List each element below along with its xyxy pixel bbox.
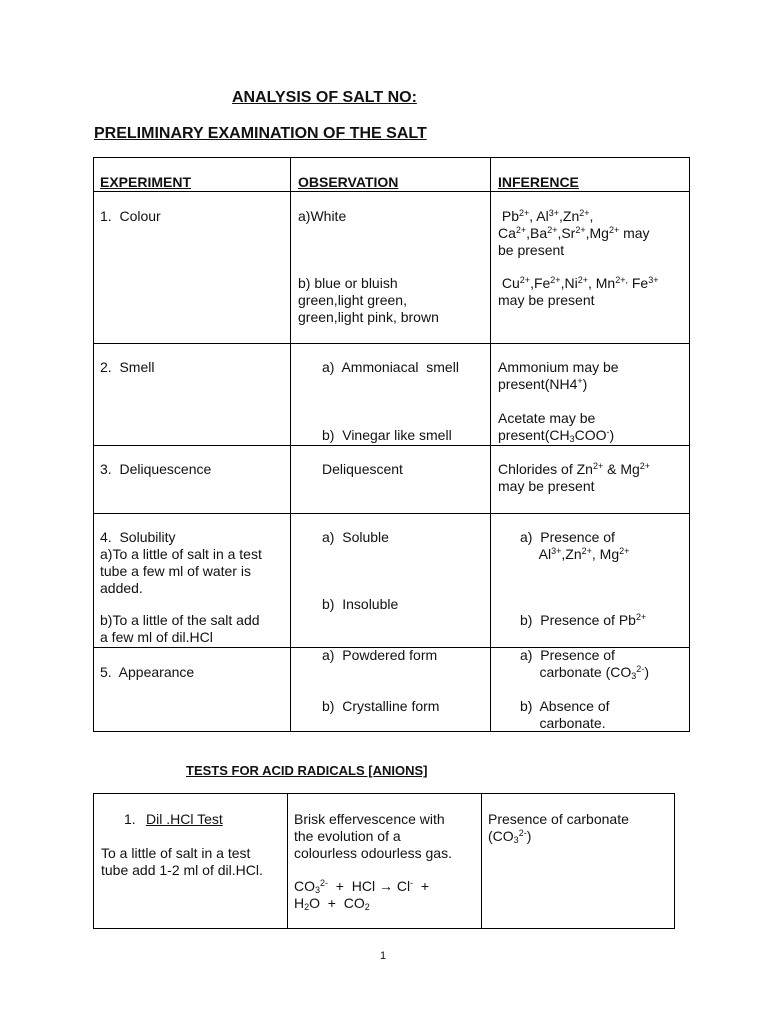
text-line: b) Vinegar like smell: [322, 427, 452, 443]
inference-cell: [498, 359, 619, 393]
text-line: present(NH4+): [498, 376, 588, 392]
text-line: green,light green,: [298, 292, 407, 308]
reaction-equation: [294, 878, 429, 912]
observation-cell: [298, 208, 346, 225]
inference-cell: [498, 275, 658, 309]
text-line: tube add 1-2 ml of dil.HCl.: [101, 862, 263, 878]
text-line: b) Absence of: [520, 698, 610, 714]
inference-cell: [520, 647, 649, 681]
test-title: Dil .HCl Test: [146, 811, 223, 827]
experiment-cell: [100, 359, 154, 376]
text-line: a) Presence of: [520, 647, 615, 663]
experiment-cell: [100, 529, 262, 597]
text-line: 2. Smell: [100, 359, 155, 375]
text-line: carbonate.: [520, 715, 606, 731]
text-line: a) Soluble: [322, 529, 389, 545]
procedure-cell: [101, 845, 263, 879]
page-number: 1: [380, 950, 387, 962]
inference-cell: [488, 811, 629, 845]
text-line: Acetate may be: [498, 410, 596, 426]
text-line: $(CO_3^{2-})$: [488, 828, 532, 845]
inference-cell: [498, 461, 650, 495]
experiment-cell: [100, 612, 260, 646]
text-line: 3. Deliquescence: [100, 461, 212, 477]
text-line: a) Presence of: [520, 529, 615, 545]
text-line: Chlorides of $Zn^{2+}$ & $Mg^{2+}$: [498, 461, 651, 477]
text-line: $Al^{3+},Zn^{2+}$, $Mg^{2+}$: [520, 546, 630, 562]
text-line: green,light pink, brown: [298, 309, 439, 325]
header-inference: INFERENCE: [498, 174, 579, 190]
text-line: Ammonium may be: [498, 359, 619, 375]
text-line: Presence of carbonate: [488, 811, 629, 827]
inference-cell: [520, 698, 610, 732]
text-line: carbonate $(CO_3^{2-})$: [520, 664, 649, 681]
inference-cell: [498, 410, 614, 444]
text-line: a)To a little of salt in a test: [100, 546, 262, 562]
page-title: ANALYSIS OF SALT NO:: [232, 89, 417, 106]
header-observation: OBSERVATION: [298, 174, 399, 190]
text-line: a) Powdered form: [322, 647, 438, 663]
observation-cell: [322, 359, 459, 376]
text-line: b) blue or bluish: [298, 275, 398, 291]
text-line: a) Ammoniacal smell: [322, 359, 459, 375]
text-line: $H_2O + CO_2$: [294, 895, 370, 912]
text-line: 4. Solubility: [100, 529, 176, 545]
text-line: colourless odourless gas.: [294, 845, 452, 861]
inference-cell: [498, 208, 650, 259]
text-line: b) Insoluble: [322, 596, 399, 612]
text-line: may be present: [498, 292, 595, 308]
experiment-cell: [100, 664, 194, 681]
text-line: b) Crystalline form: [322, 698, 440, 714]
text-line: a)White: [298, 208, 347, 224]
text-line: the evolution of a: [294, 828, 401, 844]
experiment-cell: [100, 461, 211, 478]
text-line: tube a few ml of water is: [100, 563, 251, 579]
text-line: To a little of salt in a test: [101, 845, 251, 861]
text-line: $Cu^{2+},Fe^{2+},Ni^{2+}$, $Mn^{2+,}$ $Fe^{3+}$: [498, 275, 659, 291]
text-line: b) Presence of $Pb^{2+}$: [520, 612, 647, 628]
observation-cell: [322, 427, 452, 444]
text-line: b)To a little of the salt add: [100, 612, 260, 628]
observation-cell: [322, 647, 437, 664]
row-divider: [93, 513, 690, 514]
row-divider: [93, 445, 690, 446]
row-divider: [93, 191, 690, 192]
column-divider: [481, 793, 482, 929]
observation-cell: [322, 698, 439, 715]
inference-cell: [520, 529, 629, 563]
inference-cell: [520, 612, 646, 629]
text-line: Deliquescent: [322, 461, 403, 477]
text-line: Brisk effervescence with: [294, 811, 445, 827]
text-line: may be present: [498, 478, 595, 494]
section-title-acid-radicals: TESTS FOR ACID RADICALS [ANIONS]: [186, 763, 428, 778]
test-number: 1.: [124, 811, 136, 827]
observation-cell: [322, 529, 389, 546]
text-line: added.: [100, 580, 143, 596]
text-line: $CO_3^{2-}$ + HCl → Cl- +: [294, 878, 430, 895]
text-line: $Pb^{2+}$, $Al^{3+},Zn^{2+}$,: [498, 208, 594, 224]
experiment-cell: [100, 208, 161, 225]
observation-cell: [322, 596, 398, 613]
section-title-preliminary: PRELIMINARY EXAMINATION OF THE SALT: [94, 125, 427, 142]
text-line: 1. Colour: [100, 208, 161, 224]
text-line: 5. Appearance: [100, 664, 195, 680]
observation-cell: [294, 811, 452, 862]
row-divider: [93, 343, 690, 344]
column-divider: [287, 793, 288, 929]
observation-cell: [298, 275, 439, 326]
text-line: be present: [498, 242, 565, 258]
text-line: $present(CH_3COO^-)$: [498, 427, 615, 444]
observation-cell: [322, 461, 403, 478]
text-line: a few ml of dil.HCl: [100, 629, 213, 645]
header-experiment: EXPERIMENT: [100, 174, 192, 190]
text-line: $Ca^{2+},Ba^{2+},Sr^{2+},Mg^{2+}$ may: [498, 225, 650, 241]
